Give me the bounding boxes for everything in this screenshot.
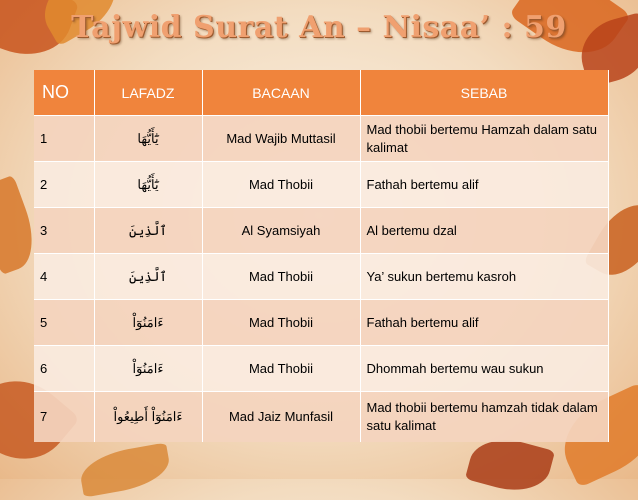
cell-no: 1 xyxy=(34,116,94,162)
cell-sebab: Fathah bertemu alif xyxy=(360,300,608,346)
cell-lafadz: يَٰٓأَيُّهَا xyxy=(94,116,202,162)
header-lafadz: LAFADZ xyxy=(94,70,202,116)
header-sebab: SEBAB xyxy=(360,70,608,116)
table-row xyxy=(34,346,608,392)
cell-lafadz: ٱلَّذِينَ xyxy=(94,208,202,254)
cell-no: 2 xyxy=(34,162,94,208)
cell-bacaan: Mad Wajib Muttasil xyxy=(202,116,360,162)
cell-bacaan: Al Syamsiyah xyxy=(202,208,360,254)
cell-bacaan: Mad Jaiz Munfasil xyxy=(202,392,360,442)
cell-no: 3 xyxy=(34,208,94,254)
header-bacaan: BACAAN xyxy=(202,70,360,116)
table-row xyxy=(34,300,608,346)
cell-bacaan: Mad Thobii xyxy=(202,162,360,208)
tajwid-table xyxy=(34,70,609,442)
table-header-row xyxy=(34,70,608,116)
table-row xyxy=(34,208,608,254)
cell-lafadz: يَٰٓأَيُّهَا xyxy=(94,162,202,208)
cell-bacaan: Mad Thobii xyxy=(202,254,360,300)
cell-bacaan: Mad Thobii xyxy=(202,300,360,346)
leaf-decoration xyxy=(77,442,173,497)
cell-no: 4 xyxy=(34,254,94,300)
table-row xyxy=(34,392,608,442)
cell-no: 6 xyxy=(34,346,94,392)
cell-lafadz: ءَامَنُوٓاْ أَطِيعُواْ xyxy=(94,392,202,442)
cell-sebab: Fathah bertemu alif xyxy=(360,162,608,208)
cell-sebab: Mad thobii bertemu Hamzah dalam satu kalimat xyxy=(360,116,608,162)
cell-sebab: Mad thobii bertemu hamzah tidak dalam satu kalimat xyxy=(360,392,608,442)
table-row xyxy=(34,254,608,300)
cell-no: 7 xyxy=(34,392,94,442)
cell-lafadz: ٱلَّذِينَ xyxy=(94,254,202,300)
slide-title: Tajwid Surat An – Nisaa’ : 59 xyxy=(71,10,567,45)
cell-sebab: Dhommah bertemu wau sukun xyxy=(360,346,608,392)
cell-sebab: Al bertemu dzal xyxy=(360,208,608,254)
table-row xyxy=(34,116,608,162)
header-no: NO xyxy=(34,70,94,116)
cell-sebab: Ya’ sukun bertemu kasroh xyxy=(360,254,608,300)
table-row xyxy=(34,162,608,208)
cell-no: 5 xyxy=(34,300,94,346)
cell-lafadz: ءَامَنُوٓاْ xyxy=(94,346,202,392)
cell-lafadz: ءَامَنُوٓاْ xyxy=(94,300,202,346)
cell-bacaan: Mad Thobii xyxy=(202,346,360,392)
